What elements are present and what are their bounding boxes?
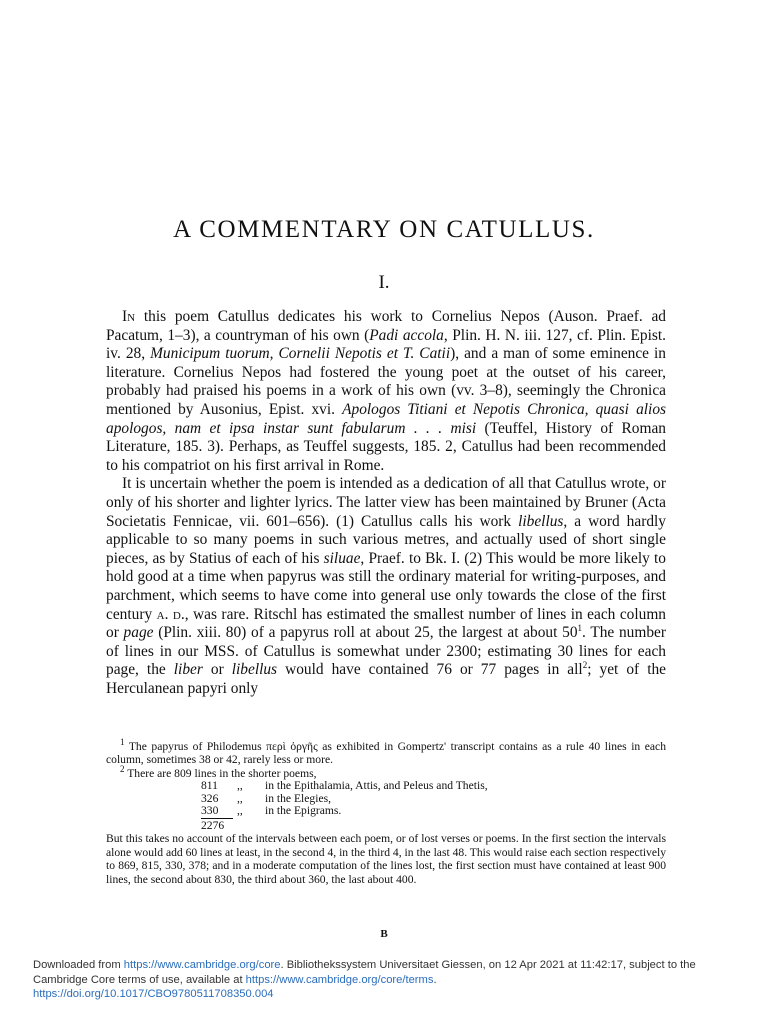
body-text	[106, 308, 666, 698]
footnote-ref-2[interactable]: 2	[582, 660, 588, 671]
signature-mark: B	[380, 928, 388, 940]
table-row: 326 ,, in the Elegies,	[201, 791, 332, 805]
doi-link[interactable]: https://doi.org/10.1017/CBO9780511708350.004	[33, 988, 274, 1001]
paragraph-2: It is uncertain whether the poem is intended as a dedication of all that Catullus wrote, or only of his shorter and lighter lyrics. The latter view has been maintained by Bruner (Acta Societatis Fennicae, vii. 601–656). (1) Catullus calls his work libellus, a word hardly applicable to so many poems in such various metres, and actually used of short single pieces, as by Statius of each of his siluae, Praef. to Bk. I. (2) This would be more likely to hold good at a time when papyrus was still the ordinary material for writing-purposes, and parchment, which seems to have come into general use only towards the close of the first century a. d., was rare. Ritschl has estimated the smallest number of lines in each column or page (Plin. xiii. 80) of a papyrus roll at about 25, the largest at about $50^1$. The number of lines in our MSS. of Catullus is somewhat under 2300; estimating 30 lines for each page, the liber or libellus would have contained 76 or 77 pages in all$^2$; yet of the Herculanean papyri only	[106, 475, 667, 697]
line-count-total: 2276	[201, 818, 233, 832]
section-number: I.	[378, 272, 390, 293]
footnote-ref-1[interactable]: 1	[577, 622, 583, 633]
table-row: 811 ,, in the Epithalamia, Attis, and Peleus and Thetis,	[201, 779, 488, 793]
page-title: A COMMENTARY ON CATULLUS.	[173, 216, 595, 243]
paragraph-1: In this poem Catullus dedicates his work to Cornelius Nepos (Auson. Praef. ad Pacatum, 1–3), a countryman of his own (Padi accola, Plin. H. N. iii. 127, cf. Plin. Epist. iv. 28, Municipum tuorum, Cornelii Nepotis et T. Catii), and a man of some eminence in literature. Cornelius Nepos had fostered the young poet at the outset of his career, probably had praised his poems in a work of his own (vv. 3–8), seemingly the Chronica mentioned by Ausonius, Epist. xvi. Apologos Titiani et Nepotis Chronica, quasi alios apologos, nam et ipsa instar sunt fabularum . . . misi (Teuffel, History of Roman Literature, 185. 3). Perhaps, as Teuffel suggests, 185. 2, Catullus had been recommended to his compatriot on his first arrival in Rome.	[106, 308, 667, 474]
footnote-1: $^1$ The papyrus of Philodemus περὶ ὀργῆς as exhibited in Gompertz' transcript contains as a rule 40 lines in each column, sometimes 38 or 42, rarely less or more.	[106, 737, 666, 767]
footnote-2: $^2$ There are 809 lines in the shorter poems,	[120, 763, 317, 780]
dropcap-word: In	[122, 308, 136, 325]
cambridge-core-link[interactable]: https://www.cambridge.org/core	[123, 959, 281, 971]
table-row: 330 ,, in the Epigrams.	[201, 804, 342, 818]
terms-link[interactable]: https://www.cambridge.org/core/terms	[245, 973, 434, 986]
footnotes	[106, 737, 666, 886]
download-notice: Downloaded from https://www.cambridge.org/core. Bibliothekssystem Universitaet Giessen, on 12 Apr 2021 at 11:42:17, subject to the Cambridge Core terms of use, available at https://www.cambridge.org/core/terms. https://doi.org/10.1017/CBO9780511708350.004	[33, 959, 696, 1001]
line-count-table	[201, 780, 494, 818]
footnote-2-continuation: But this takes no account of the intervals between each poem, or of lost verses or poems. In the first section the intervals alone would add 60 lines at least, in the second 4, in the third 4, in the last 48. This would raise each section respectively to 869, 815, 330, 378; and in a moderate computation of the lines lost, the first section must have contained at least 900 lines, the second about 830, the third about 360, the last about 400.	[106, 832, 666, 886]
